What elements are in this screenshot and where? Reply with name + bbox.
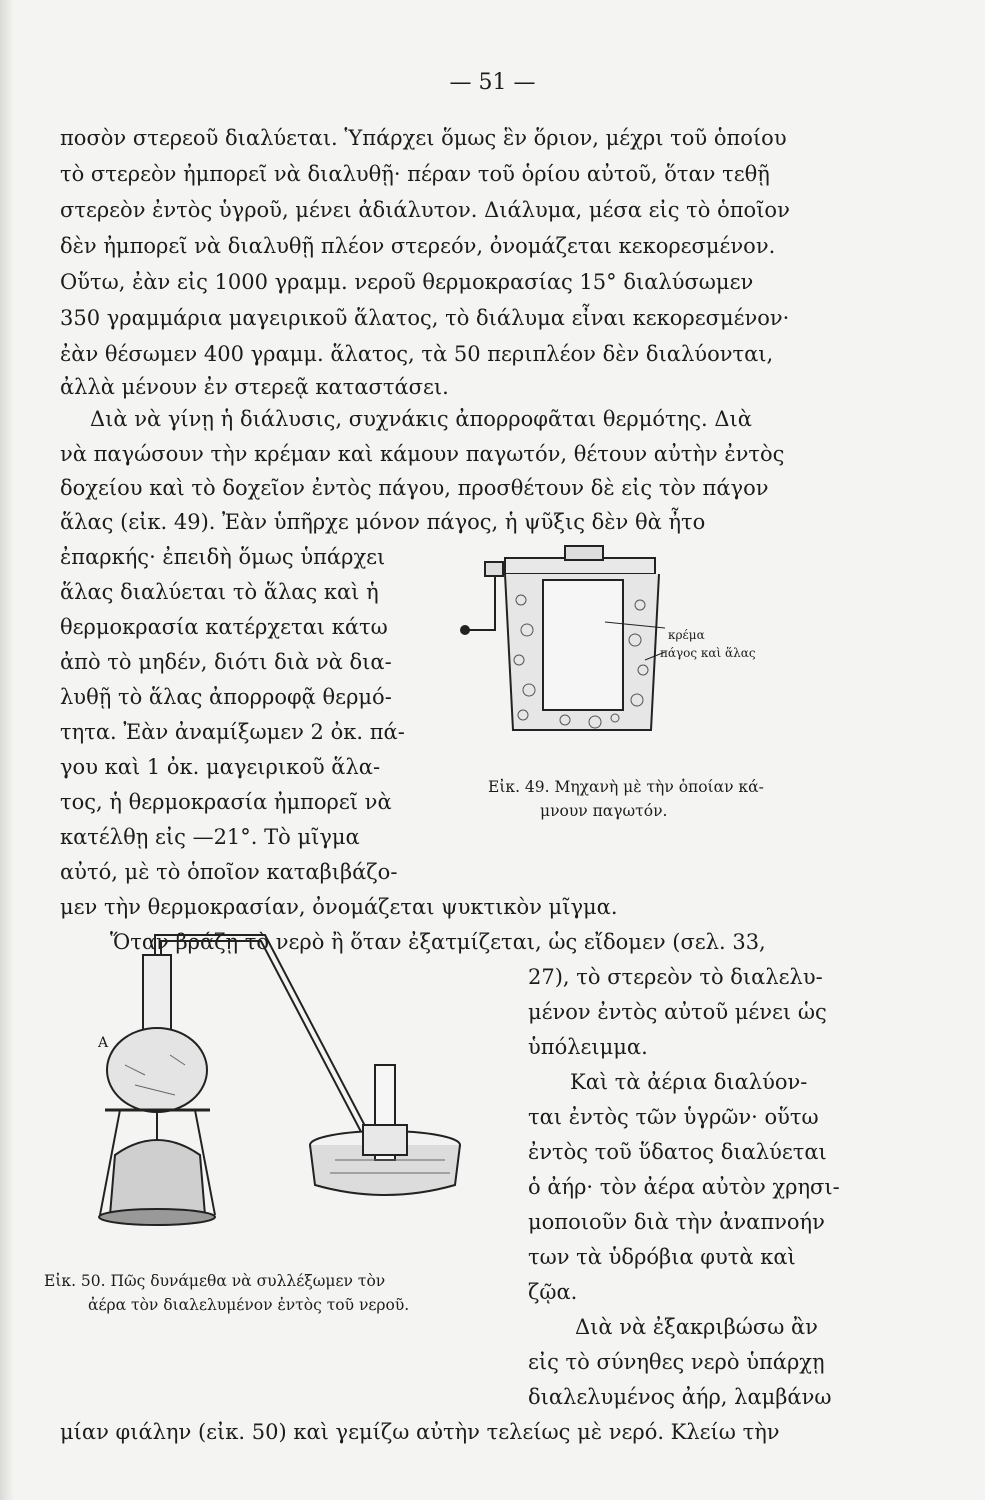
figure-49-label-cream: κρέμα bbox=[668, 628, 705, 642]
text-line: ὑπόλειμμα. bbox=[528, 1035, 648, 1059]
text-line: στερεὸν ἐντὸς ὑγροῦ, μένει ἀδιάλυτον. Διάλυμα, μέσα εἰς τὸ ὁποῖον bbox=[60, 198, 790, 222]
text-line: τος, ἡ θερμοκρασία ἠμπορεῖ νὰ bbox=[60, 790, 392, 814]
text-line: ὁ ἀήρ· τὸν ἀέρα αὐτὸν χρησι- bbox=[528, 1175, 840, 1199]
text-line: Διὰ νὰ γίνῃ ἡ διάλυσις, συχνάκις ἀπορροφᾶται θερμότης. Διὰ bbox=[90, 407, 752, 431]
text-line: νὰ παγώσουν τὴν κρέμαν καὶ κάμουν παγωτόν, θέτουν αὐτὴν ἐντὸς bbox=[60, 442, 785, 466]
text-line: αὐτό, μὲ τὸ ὁποῖον καταβιβάζο- bbox=[60, 860, 398, 884]
figure-50-flask-apparatus bbox=[85, 925, 505, 1265]
text-line: ἀπὸ τὸ μηδέν, διότι διὰ νὰ δια- bbox=[60, 650, 392, 674]
text-line: ἅλας (εἰκ. 49). Ἐὰν ὑπῆρχε μόνον πάγος, ἡ ψῦξις δὲν θὰ ἦτο bbox=[60, 510, 706, 534]
text-line: ἀλλὰ μένουν ἐν στερεᾷ καταστάσει. bbox=[60, 375, 449, 399]
text-line: εἰς τὸ σύνηθες νερὸ ὑπάρχῃ bbox=[528, 1350, 825, 1374]
text-line: δὲν ἠμπορεῖ νὰ διαλυθῇ πλέον στερεόν, ὀνομάζεται κεκορεσμένον. bbox=[60, 234, 776, 258]
text-line: ἐὰν θέσωμεν 400 γραμμ. ἅλατος, τὰ 50 περιπλέον δὲν διαλύονται, bbox=[60, 342, 774, 366]
text-line: διαλελυμένος ἀήρ, λαμβάνω bbox=[528, 1385, 832, 1409]
page-gutter-shadow bbox=[0, 0, 14, 1500]
text-line: τητα. Ἐὰν ἀναμίξωμεν 2 ὀκ. πά- bbox=[60, 720, 405, 744]
text-line: ποσὸν στερεοῦ διαλύεται. Ὑπάρχει ὅμως ἓν ὅριον, μέχρι τοῦ ὁποίου bbox=[60, 126, 787, 150]
text-line: Ὅταν βράζῃ τὸ νερὸ ἢ ὅταν ἐξατμίζεται, ὡς εἴδομεν (σελ. 33, bbox=[110, 930, 766, 954]
text-line: Οὕτω, ἐὰν εἰς 1000 γραμμ. νεροῦ θερμοκρασίας 15° διαλύσωμεν bbox=[60, 270, 754, 294]
figure-49-caption: μνουν παγωτόν. bbox=[540, 802, 668, 820]
text-line: μεν τὴν θερμοκρασίαν, ὀνομάζεται ψυκτικὸν μῖγμα. bbox=[60, 895, 618, 919]
text-line: κατέλθῃ εἰς —21°. Τὸ μῖγμα bbox=[60, 825, 360, 849]
text-line: ζῷα. bbox=[528, 1280, 578, 1304]
figure-50-caption: Εἰκ. 50. Πῶς δυνάμεθα νὰ συλλέξωμεν τὸν bbox=[44, 1272, 386, 1290]
text-line: Καὶ τὰ ἀέρια διαλύον- bbox=[570, 1070, 808, 1094]
text-line: λυθῇ τὸ ἅλας ἀπορροφᾷ θερμό- bbox=[60, 685, 392, 709]
text-line: μένον ἐντὸς αὐτοῦ μένει ὡς bbox=[528, 1000, 827, 1024]
text-line: ἅλας διαλύεται τὸ ἅλας καὶ ἡ bbox=[60, 580, 379, 604]
text-line: Διὰ νὰ ἐξακριβώσω ἂν bbox=[575, 1315, 818, 1339]
text-line: των τὰ ὑδρόβια φυτὰ καὶ bbox=[528, 1245, 796, 1269]
text-line: 350 γραμμάρια μαγειρικοῦ ἅλατος, τὸ διάλυμα εἶναι κεκορεσμένον· bbox=[60, 306, 790, 330]
figure-49-ice-cream-machine bbox=[455, 530, 685, 750]
text-line: ἐντὸς τοῦ ὕδατος διαλύεται bbox=[528, 1140, 827, 1164]
page-number: — 51 — bbox=[449, 70, 536, 95]
text-line: μίαν φιάλην (εἰκ. 50) καὶ γεμίζω αὐτὴν τελείως μὲ νερό. Κλείω τὴν bbox=[60, 1420, 780, 1444]
figure-50-label-a: A bbox=[98, 1035, 109, 1051]
text-line: ται ἐντὸς τῶν ὑγρῶν· οὕτω bbox=[528, 1105, 819, 1129]
text-line: ἐπαρκής· ἐπειδὴ ὅμως ὑπάρχει bbox=[60, 545, 386, 569]
figure-49-caption: Εἰκ. 49. Μηχανὴ μὲ τὴν ὁποίαν κά- bbox=[488, 778, 764, 796]
figure-50-caption: ἀέρα τὸν διαλελυμένον ἐντὸς τοῦ νεροῦ. bbox=[88, 1296, 410, 1314]
text-line: δοχείου καὶ τὸ δοχεῖον ἐντὸς πάγου, προσθέτουν δὲ εἰς τὸν πάγον bbox=[60, 476, 769, 500]
text-line: τὸ στερεὸν ἠμπορεῖ νὰ διαλυθῇ· πέραν τοῦ ὁρίου αὐτοῦ, ὅταν τεθῇ bbox=[60, 162, 770, 186]
text-line: θερμοκρασία κατέρχεται κάτω bbox=[60, 615, 388, 639]
figure-49-label-ice-salt: πάγος καὶ ἅλας bbox=[660, 646, 756, 660]
text-line: μοποιοῦν διὰ τὴν ἀναπνοήν bbox=[528, 1210, 825, 1234]
text-line: 27), τὸ στερεὸν τὸ διαλελυ- bbox=[528, 965, 823, 989]
text-line: γου καὶ 1 ὀκ. μαγειρικοῦ ἅλα- bbox=[60, 755, 381, 779]
